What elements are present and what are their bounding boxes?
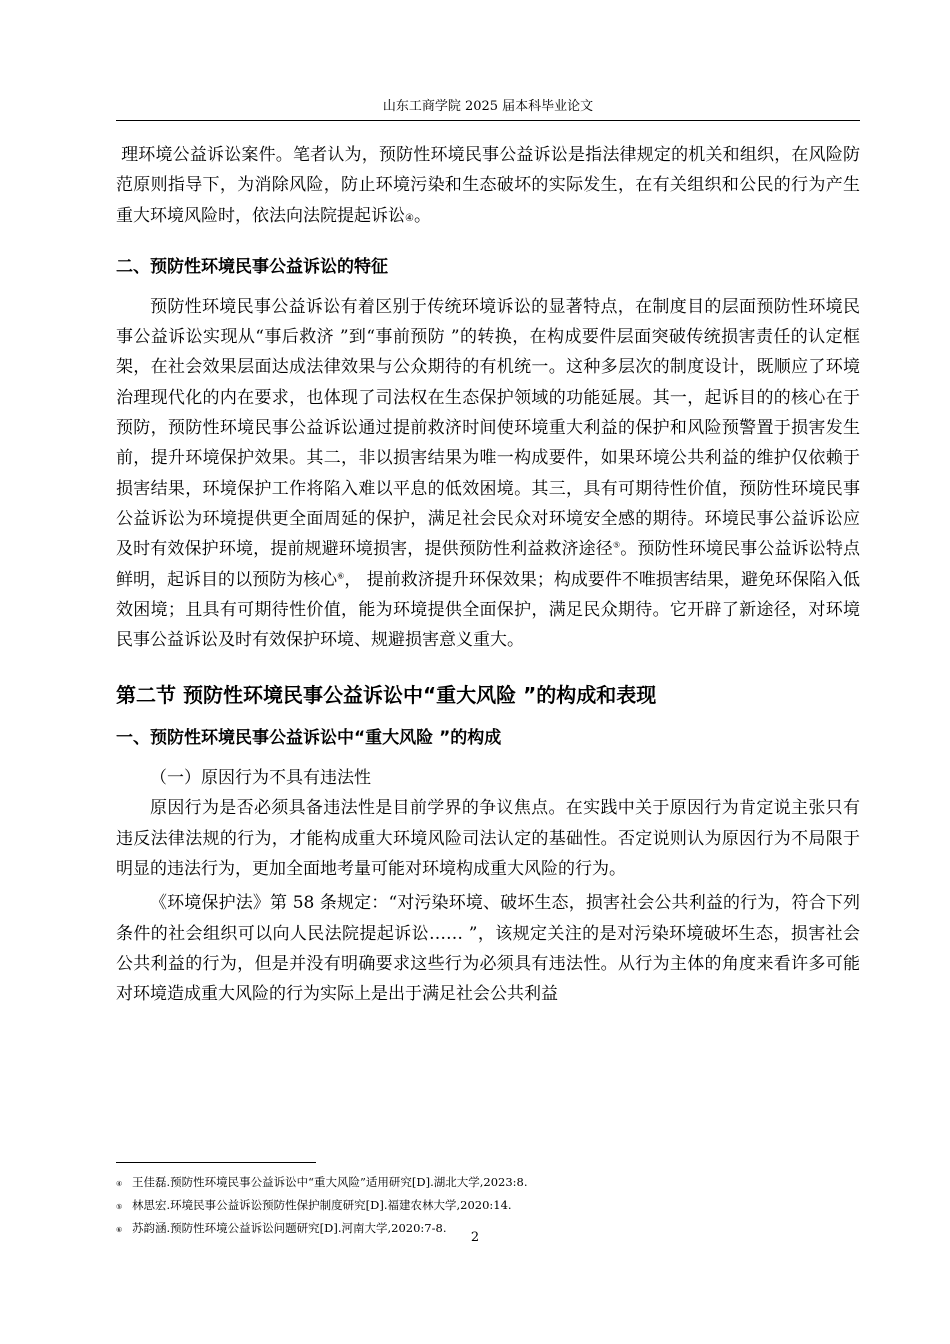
page-number: 2 [470, 1230, 480, 1245]
footnote-text: 苏韵涵.预防性环境公益诉讼问题研究[D].河南大学,2020:7-8. [132, 1221, 447, 1235]
footnote-mark: ④ [116, 1180, 123, 1188]
footnote-divider [116, 1162, 316, 1163]
footnote-ref-4: ④ [405, 212, 414, 224]
heading-composition: 一、预防性环境民事公益诉讼中“重大风险 ”的构成 [116, 728, 502, 749]
page-header: 山东工商学院 2025 届本科毕业论文 [116, 96, 860, 121]
footnote [116, 1172, 860, 1195]
heading-characteristics: 二、预防性环境民事公益诉讼的特征 [116, 256, 388, 277]
footnote-text: 林思宏.环境民事公益诉讼预防性保护制度研究[D].福建农林大学,2020:14. [132, 1198, 512, 1212]
footnote-ref-5: ⑤ [612, 540, 621, 550]
footnote-text: 王佳磊.预防性环境民事公益诉讼中“重大风险”适用研究[D].湖北大学,2023:8. [132, 1175, 528, 1189]
footnote-mark: ⑥ [116, 1226, 123, 1234]
paragraph-environment-law: 《环境保护法》第 58 条规定：“对污染环境、破坏生态，损害社会公共利益的行为，符合下列条件的社会组织可以向人民法院提起诉讼…… ”，该规定关注的是对污染环境破坏生态，损害社会公共利益的行为，但是并没有明确要求这些行为必须具有违法性。从行为主体的角度来看许多可能对环境造成重大风险的行为实际上是出于满足社会公共利益 [116, 893, 860, 1005]
section-heading: 第二节 预防性环境民事公益诉讼中“重大风险 ”的构成和表现 [116, 683, 657, 708]
paragraph-continued: 理环境公益诉讼案件。笔者认为，预防性环境民事公益诉讼是指法律规定的机关和组织，在风险防范原则指导下，为消除风险，防止环境污染和生态破坏的实际发生，在有关组织和公民的行为产生重大环境风险时，依法向法院提起诉讼④。 [116, 145, 860, 226]
footnote [116, 1195, 860, 1218]
paragraph-cause-behavior: 原因行为是否必须具备违法性是目前学界的争议焦点。在实践中关于原因行为肯定说主张只有违反法律法规的行为，才能构成重大环境风险司法认定的基础性。否定说则认为原因行为不局限于明显的违法行为，更加全面地考量可能对环境构成重大风险的行为。 [116, 798, 860, 880]
footnote-ref-6: ⑥ [337, 570, 345, 580]
body-text [116, 140, 860, 1010]
item-heading: （一）原因行为不具有违法性 [150, 768, 371, 789]
paragraph-characteristics: 预防性环境民事公益诉讼有着区别于传统环境诉讼的显著特点，在制度目的层面预防性环境民事公益诉讼实现从“事后救济 ”到“事前预防 ”的转换，在构成要件层面突破传统损害责任的认定框架，在社会效果层面达成法律效果与公众期待的有机统一。这种多层次的制度设计，既顺应了环境治理现代化的内在要求，也体现了司法权在生态保护领域的功能延展。其一，起诉目的的核心在于预防，预防性环境民事公益诉讼通过提前救济时间使环境重大利益的保护和风险预警置于损害发生前，提升环境保护效果。其二，非以损害结果为唯一构成要件，如果环境公共利益的维护仅依赖于损害结果，环境保护工作将陷入难以平息的低效困境。其三，具有可期待性价值，预防性环境民事公益诉讼为环境提供更全面周延的保护，满足社会民众对环境安全感的期待。环境民事公益诉讼应及时有效保护环境，提前规避环境损害，提供预防性利益救济途径⑤。预防性环境民事公益诉讼特点鲜明，起诉目的以预防为核心⑥， 提前救济提升环保效果；构成要件不唯损害结果，避免环保陷入低效困境；且具有可期待性价值，能为环境提供全面保护，满足民众期待。它开辟了新途径，对环境民事公益诉讼及时有效保护环境、规避损害意义重大。 [116, 296, 861, 651]
footnote-mark: ⑤ [116, 1203, 123, 1211]
